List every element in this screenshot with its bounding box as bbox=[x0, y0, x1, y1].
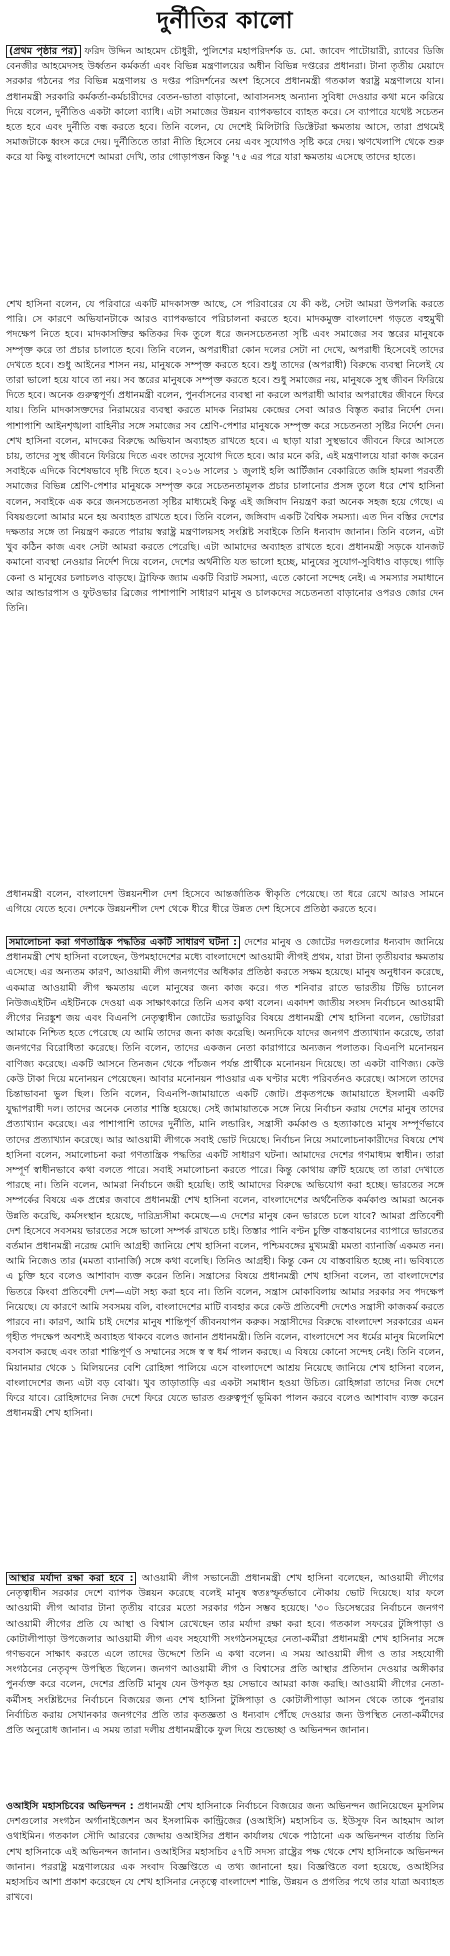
continuation-marker: (প্রথম পৃষ্ঠার পর) bbox=[6, 45, 81, 58]
article-body bbox=[6, 44, 444, 1949]
paragraph-text: আওয়ামী লীগ সভানেত্রী প্রধানমন্ত্রী শেখ হাসিনা বলেছেন, আওয়ামী লীগের নেতৃত্বাধীন সরকার দেশে ব্যাপক উন্নয়ন করেছে বলেই মানুষ স্বতঃস্ফূর্তভাবে নৌকায় ভোট দিয়েছে। যার ফলে আওয়ামী লীগ আবার টানা তৃতীয় বারের মতো সরকার গঠন সম্ভব হয়েছে। '৩০ ডিসেম্বরের নির্বাচনে জনগণ আওয়ামী লীগের প্রতি যে আস্থা ও বিশ্বাস রেখেছেন তার মর্যাদা রক্ষা করা হবে। গতকাল সফরের টুঙ্গিপাড়া ও কোটালীপাড়া উপজেলার আওয়ামী লীগ এবং সহযোগী সংগঠনসমূহের নেতা-কর্মীরা প্রধানমন্ত্রী শেখ হাসিনার সঙ্গে গণভবনে সাক্ষাৎ করতে এলে তাদের উদ্দেশে তিনি এ কথা বলেন। এ সময় আওয়ামী লীগ ও তার সহযোগী সংগঠনের নেতৃবৃন্দ উপস্থিত ছিলেন। জনগণ আওয়ামী লীগ ও বিশ্বাসের প্রতি আস্থার প্রতিদান দেওয়ার অঙ্গীকার পুনর্ব্যক্ত করে বলেন, দেশের প্রতিটি মানুষ যেন উপকৃত হয় সেভাবে আমরা কাজ করছি। আওয়ামী লীগের নেতা-কর্মীসহ সংশ্লিষ্টদের নির্বাচনে বিজয়ের জন্য শেখ হাসিনা টুঙ্গিপাড়া ও কোটালীপাড়া আসন থেকে তাকে পুনরায় নির্বাচিত করায় সেখানকার জনগণের প্রতি তার কৃতজ্ঞতা ও ধন্যবাদ পৌঁছে দেওয়ার জন্য উপস্থিত নেতা-কর্মীদের প্রতি অনুরোধ জানান। এ সময় তারা দলীয় প্রধানমন্ত্রীকে ফুল দিয়ে শুভেচ্ছা ও অভিনন্দন জানান। bbox=[6, 1573, 444, 1737]
paragraph-text: দেশের মানুষ ও জোটের দলগুলোর ধন্যবাদ জানিয়ে প্রধানমন্ত্রী শেখ হাসিনা বলেছেন, উপমহাদেশের মধ্যে বাংলাদেশে আওয়ামী লীগই প্রথম, যারা টানা তৃতীয়বার ক্ষমতায় এসেছে। এর অন্যতম কারণ, আওয়ামী লীগ জনগণের অধিকার প্রতিষ্ঠা করতে সক্ষম হয়েছে। মানুষ অনুধাবন করেছে, একমাত্র আওয়ামী লীগ ক্ষমতায় এলে মানুষের জন্য কাজ করে। গত শনিবার রাতে ভারতীয় টিভি চ্যানেল নিউজএইটিন এইটিনকে দেওয়া এক সাক্ষাৎকারে তিনি এসব কথা বলেন। একাদশ জাতীয় সংসদ নির্বাচনে আওয়ামী লীগের নিরঙ্কুশ জয় এবং বিএনপি নেতৃত্বাধীন জোটের ভরাডুবির বিষয়ে প্রধানমন্ত্রী শেখ হাসিনা বলেন, ভোটাররা আমাকে নিশ্চিত হতে পেরেছে যে আমি তাদের জন্য কাজ করেছি। অন্যদিকে যাদের জনগণ প্রত্যাখ্যান করেছে, তারা জনগণের বিরোধিতা করেছে। তিনি বলেন, তাদের একজন নেতা কারাগারে অন্যজন পলাতক। বিএনপি মনোনয়ন বাণিজ্য করেছে। একটি আসনে তিনজন থেকে পাঁচজন পর্যন্ত প্রার্থীকে মনোনয়ন দিয়েছে। তা একটা বাণিজ্য। কেউ কেউ টাকা দিয়ে মনোনয়ন পেয়েছেন। আবার মনোনয়ন পাওয়ার এক ঘণ্টার মধ্যে পরিবর্তনও করেছে। আসলে তাদের চিন্তাভাবনা ভুল ছিল। তিনি বলেন, বিএনপি-জামায়াতে একটি জোট। প্রকৃতপক্ষে জামায়াতে ইসলামী একটি যুদ্ধাপরাধী দল। তাদের অনেক নেতার শাস্তি হয়েছে। সেই জামায়াতকে সঙ্গে নিয়ে নির্বাচন করায় দেশের মানুষ তাদের প্রত্যাখ্যান করেছে। এর পাশাপাশি তাদের দুর্নীতি, মানি লন্ডারিং, সন্ত্রাসী কর্মকাণ্ড ও হত্যাকাণ্ডে মানুষ সম্পূর্ণভাবে তাদের প্রত্যাখ্যান করেছে। আর আওয়ামী লীগকে সবাই ভোট দিয়েছে। নির্বাচন নিয়ে সমালোচনাকারীদের বিষয়ে শেখ হাসিনা বলেন, সমালোচনা করা গণতান্ত্রিক পদ্ধতির একটি সাধারণ ঘটনা। আমাদের দেশের গণমাধ্যম স্বাধীন। তারা সম্পূর্ণ স্বাধীনভাবে কথা বলতে পারে। সবাই সমালোচনা করতে পারে। কিন্তু কোথায় ত্রুটি হয়েছে তা তারা দেখাতে পারছে না। তিনি বলেন, আমরা নির্বাচনে জয়ী হয়েছি। তাই আমাদের বিরুদ্ধে অভিযোগ করা হচ্ছে। ভারতের সঙ্গে সম্পর্কের বিষয়ে এক প্রশ্নের জবাবে প্রধানমন্ত্রী শেখ হাসিনা বলেন, বাংলাদেশের অর্থনৈতিক কর্মকাণ্ড আমরা অনেক উন্নতি করেছি, কর্মসংস্থান হয়েছে, দারিদ্র্যসীমা কমেছে—এ দেশের মানুষ কেন ভারতে চলে যাবে? আমরা প্রতিবেশী দেশ হিসেবে সবসময় ভারতের সঙ্গে ভালো সম্পর্ক রাখতে চাই। তিস্তার পানি বণ্টন চুক্তি বাস্তবায়নের ব্যাপারে ভারতের বর্তমান প্রধানমন্ত্রী নরেন্দ্র মোদি আগ্রহী জানিয়ে শেখ হাসিনা বলেন, পশ্চিমবঙ্গের মুখ্যমন্ত্রী মমতা ব্যানার্জি একমত নন। আমি নিজেও তার (মমতা ব্যানার্জি) সঙ্গে কথা বলেছি। তিনিও আগ্রহী। কিন্তু কেন যে বাস্তবায়িত হচ্ছে না। ভবিষ্যতে এ চুক্তি হবে বলেও আশাবাদ ব্যক্ত করেন তিনি। সন্ত্রাসের বিষয়ে প্রধানমন্ত্রী শেখ হাসিনা বলেন, তা বাংলাদেশের ভিতরে কিংবা প্রতিবেশী দেশ—এটা সহ্য করা হবে না। তিনি বলেন, সন্ত্রাস মোকাবিলায় আমার সরকার সব পদক্ষেপ নিয়েছে। যে কারণে আমি সবসময় বলি, বাংলাদেশের মাটি ব্যবহার করে কেউ প্রতিবেশী দেশেও সন্ত্রাসী কাজকর্ম করতে পারবে না। কারণ, আমি চাই দেশের মানুষ শান্তিপূর্ণ জীবনযাপন করুক। সন্ত্রাসীদের বিরুদ্ধে বাংলাদেশ সরকারের এমন গৃহীত পদক্ষেপ অবশ্যই অব্যাহত থাকবে বলেও জানান প্রধানমন্ত্রী। তিনি বলেন, বাংলাদেশে সব ধর্মের মানুষ মিলেমিশে বসবাস করছে এবং তারা শান্তিপূর্ণ ও সম্মানের সঙ্গে স্ব স্ব ধর্ম পালন করছে। এ বিষয়ে কোনো সন্দেহ নেই। তিনি বলেন, মিয়ানমার থেকে ১ মিলিয়নের বেশি রোহিঙ্গা পালিয়ে এসে বাংলাদেশে আশ্রয় নিয়েছে জানিয়ে শেখ হাসিনা বলেন, বাংলাদেশের জন্য এটা বড় বোঝা। খুব তাড়াতাড়ি এর একটা সমাধান হওয়া উচিত। রোহিঙ্গারা তাদের নিজ দেশে ফিরে যাবে। রোহিঙ্গাদের নিজ দেশে ফিরে যেতে ভারত গুরুত্বপূর্ণ ভূমিকা পালন করবে বলেও আশাবাদ ব্যক্ত করেন প্রধানমন্ত্রী শেখ হাসিনা। bbox=[6, 937, 444, 1420]
subheading-criticism: সমালোচনা করা গণতান্ত্রিক পদ্ধতির একটি সাধারণ ঘটনা : bbox=[6, 936, 240, 949]
subheading-trust: আস্থার মর্যাদা রক্ষা করা হবে : bbox=[6, 1572, 136, 1585]
paragraph-continuation bbox=[6, 44, 444, 297]
paragraph-text: প্রধানমন্ত্রী শেখ হাসিনাকে নির্বাচনে বিজয়ের জন্য অভিনন্দন জানিয়েছেন মুসলিম দেশগুলোর সংগঠন অর্গানাইজেশন অব ইসলামিক কান্ট্রিজের (ওআইসি) মহাসচিব ড. ইউসুফ বিন আহমাদ আল ওথাইমিন। গতকাল সৌদি আরবের জেদ্দায় ওআইসির প্রধান কার্যালয় থেকে পাঠানো এক অভিনন্দন বার্তায় তিনি শেখ হাসিনাকে এই অভিনন্দন জানান। ওআইসির মহাসচিব ৫৭টি সদস্য রাষ্ট্রের পক্ষ থেকে শেখ হাসিনাকে অভিনন্দন জানান। পররাষ্ট্র মন্ত্রণালয়ের এক সংবাদ বিজ্ঞপ্তিতে এ তথ্য জানানো হয়। বিজ্ঞপ্তিতে বলা হয়েছে, ওআইসির মহাসচিব আশা প্রকাশ করেছেন যে শেখ হাসিনার নেতৃত্বে বাংলাদেশ শান্তি, উন্নয়ন ও প্রগতির পথে তার যাত্রা অব্যাহত রাখবে। bbox=[6, 1801, 444, 1904]
paragraph-text: শেখ হাসিনা বলেন, যে পরিবারে একটি মাদকাসক্ত আছে, সে পরিবারের যে কী কষ্ট, সেটা আমরা উপলব্ধি করতে পারি। সে কারণে অভিযানটাকে আরও ব্যাপকভাবে পরিচালনা করতে হবে। মাদকমুক্ত বাংলাদেশ গড়তে বহুমুখী পদক্ষেপ নিতে হবে। মাদকাসক্তির ক্ষতিকর দিক তুলে ধরে জনসচেতনতা সৃষ্টি এবং সমাজের সব স্তরের মানুষকে সম্পৃক্ত করে তা প্রচার চালাতে হবে। তিনি বলেন, অপরাধীরা কোন দলের সেটা না দেখে, অপরাধী হিসেবেই তাদের দেখতে হবে। শুধু আইনের শাসন নয়, মানুষকে সম্পৃক্ত করতে হবে। শুধু তাদের (অপরাধী) বিরুদ্ধে ব্যবস্থা নিলেই যে তারা ভালো হয়ে যাবে তা নয়। সব স্তরের মানুষকে সম্পৃক্ত করতে হবে। শুধু সমাজের নয়, মানুষকে সুস্থ জীবন ফিরিয়ে দিতে হবে। অনেক গুরুত্বপূর্ণ। প্রধানমন্ত্রী বলেন, পুনর্বাসনের ব্যবস্থা না করলে অপরাধী আবার অপরাধের জীবনে ফিরে যায়। তিনি মাদকাসক্তদের নিরাময়ের ব্যবস্থা করতে মাদক নিরাময় কেন্দ্রের সেবা আরও বিস্তৃত করার নির্দেশ দেন। পাশাপাশি আইনশৃঙ্খলা বাহিনীর সঙ্গে সমাজের সব শ্রেণি-পেশার মানুষকে সম্পৃক্ত করে সচেতনতা সৃষ্টির নির্দেশ দেন। শেখ হাসিনা বলেন, মাদকের বিরুদ্ধে অভিযান অব্যাহত রাখতে হবে। এ ছাড়া যারা সুস্থভাবে জীবনে ফিরে আসতে চায়, তাদের সুস্থ জীবনে ফিরিয়ে দিতে এবং তাদের সুযোগ দিতে হবে। আর মনে করি, এই মন্ত্রণালয়ে যারা কাজ করেন সবাইকে এদিকে বিশেষভাবে দৃষ্টি দিতে হবে। ২০১৬ সালের ১ জুলাই হলি আর্টিজান বেকারিতে জঙ্গি হামলা পরবর্তী সমাজের বিভিন্ন শ্রেণি-পেশার মানুষকে সম্পৃক্ত করে সচেতনতামূলক প্রচার চালানোর প্রসঙ্গ তুলে ধরে শেখ হাসিনা বলেন, সবাইকে এক করে জনসচেতনতা সৃষ্টির মাধ্যমেই কিন্তু এই জঙ্গিবাদ নিয়ন্ত্রণ করা অনেক সহজ হয়ে গেছে। এ বিষয়গুলো আমার মনে হয় অব্যাহত রাখতে হবে। তিনি বলেন, জঙ্গিবাদ একটি বৈশ্বিক সমস্যা। এত দিন বস্তির দেশের দক্ষতার সঙ্গে তা নিয়ন্ত্রণ করতে পারায় স্বরাষ্ট্র মন্ত্রণালয়সহ সংশ্লিষ্ট সবাইকে তিনি ধন্যবাদ জানান। তিনি বলেন, এটা খুব কঠিন কাজ এবং সেটা আমরা করতে পেরেছি। এটা আমাদের অব্যাহত রাখতে হবে। প্রধানমন্ত্রী সড়কে যানজট কমানো ব্যবস্থা নেওয়ার নির্দেশ দিয়ে বলেন, দেশের অর্থনীতি যত ভালো হচ্ছে, মানুষের সুযোগ-সুবিধাও বাড়ছে। গাড়ি কেনা ও মানুষের চলাচলও বাড়ছে। ট্রাফিক জ্যাম একটি বিরাট সমস্যা, এতে কোনো সন্দেহ নেই। এ সমস্যার সমাধানে আর আন্ডারপাস ও ফুটওভার ব্রিজের পাশাপাশি সাধারণ মানুষ ও চালকদের সচেতনতা বাড়ানোর ওপরও জোর দেন তিনি। bbox=[6, 299, 444, 615]
paragraph-criticism bbox=[6, 935, 444, 1571]
paragraph-trust bbox=[6, 1571, 444, 1799]
paragraph-text: ফরিদ উদ্দিন আহমেদ চৌধুরী, পুলিশের মহাপরিদর্শক ড. মো. জাবেদ পাটোয়ারী, র‍্যাবের ডিজি বেনজীর আহমেদসহ উর্ধ্বতন কর্মকর্তা এবং বিভিন্ন মন্ত্রণালয়ের অধীন বিভিন্ন দপ্তরের প্রধানরা। টানা তৃতীয় মেয়াদে সরকার গঠনের পর বিভিন্ন মন্ত্রণালয় ও দপ্তর পরিদর্শনের অংশ হিসেবে প্রধানমন্ত্রী গতকাল স্বরাষ্ট্র মন্ত্রণালয়ে যান। প্রধানমন্ত্রী সরকারি কর্মকর্তা-কর্মচারীদের বেতন-ভাতা বাড়ানো, আবাসনসহ অন্যান্য সুবিধা দেওয়ার কথা মনে করিয়ে দিয়ে বলেন, দুর্নীতিও একটা কালো ব্যাধি। এটা সমাজের উন্নয়ন ব্যাপকভাবে ব্যাহত করে। সে ব্যাপারে যথেষ্ট সচেতন হতে হবে এবং দুর্নীতি বন্ধ করতে হবে। তিনি বলেন, যে দেশেই মিলিটারি ডিক্টেটরা ক্ষমতায় আসে, তারা প্রথমেই সমাজটাকে ধ্বংস করে দেয়। দুর্নীতিতে তারা নীতি হিসেবে নেয় এবং সুযোগও সৃষ্টি করে দেয়। ঋণখেলাপি থেকে শুরু করে যা কিছু বাংলাদেশে আমরা দেখি, তার গোড়াপত্তন কিন্তু '৭৫ এর পরে যারা ক্ষমতায় এসেছে তাদের হাতে। bbox=[6, 46, 444, 164]
paragraph-text: প্রধানমন্ত্রী বলেন, বাংলাদেশ উন্নয়নশীল দেশ হিসেবে আন্তর্জাতিক স্বীকৃতি পেয়েছে। তা ধরে রেখে আরও সামনে এগিয়ে যেতে হবে। দেশকে উন্নয়নশীল দেশ থেকে ধীরে ধীরে উন্নত দেশ হিসেবে প্রতিষ্ঠা করতে হবে। bbox=[6, 889, 444, 916]
headline: দুর্নীতির কালো bbox=[156, 8, 294, 34]
paragraph-oic bbox=[6, 1799, 444, 1949]
paragraph-drugs-terrorism-traffic bbox=[6, 297, 444, 887]
paragraph-development bbox=[6, 887, 444, 935]
subheading-oic: ওআইসি মহাসচিবের অভিনন্দন : bbox=[6, 1801, 134, 1812]
